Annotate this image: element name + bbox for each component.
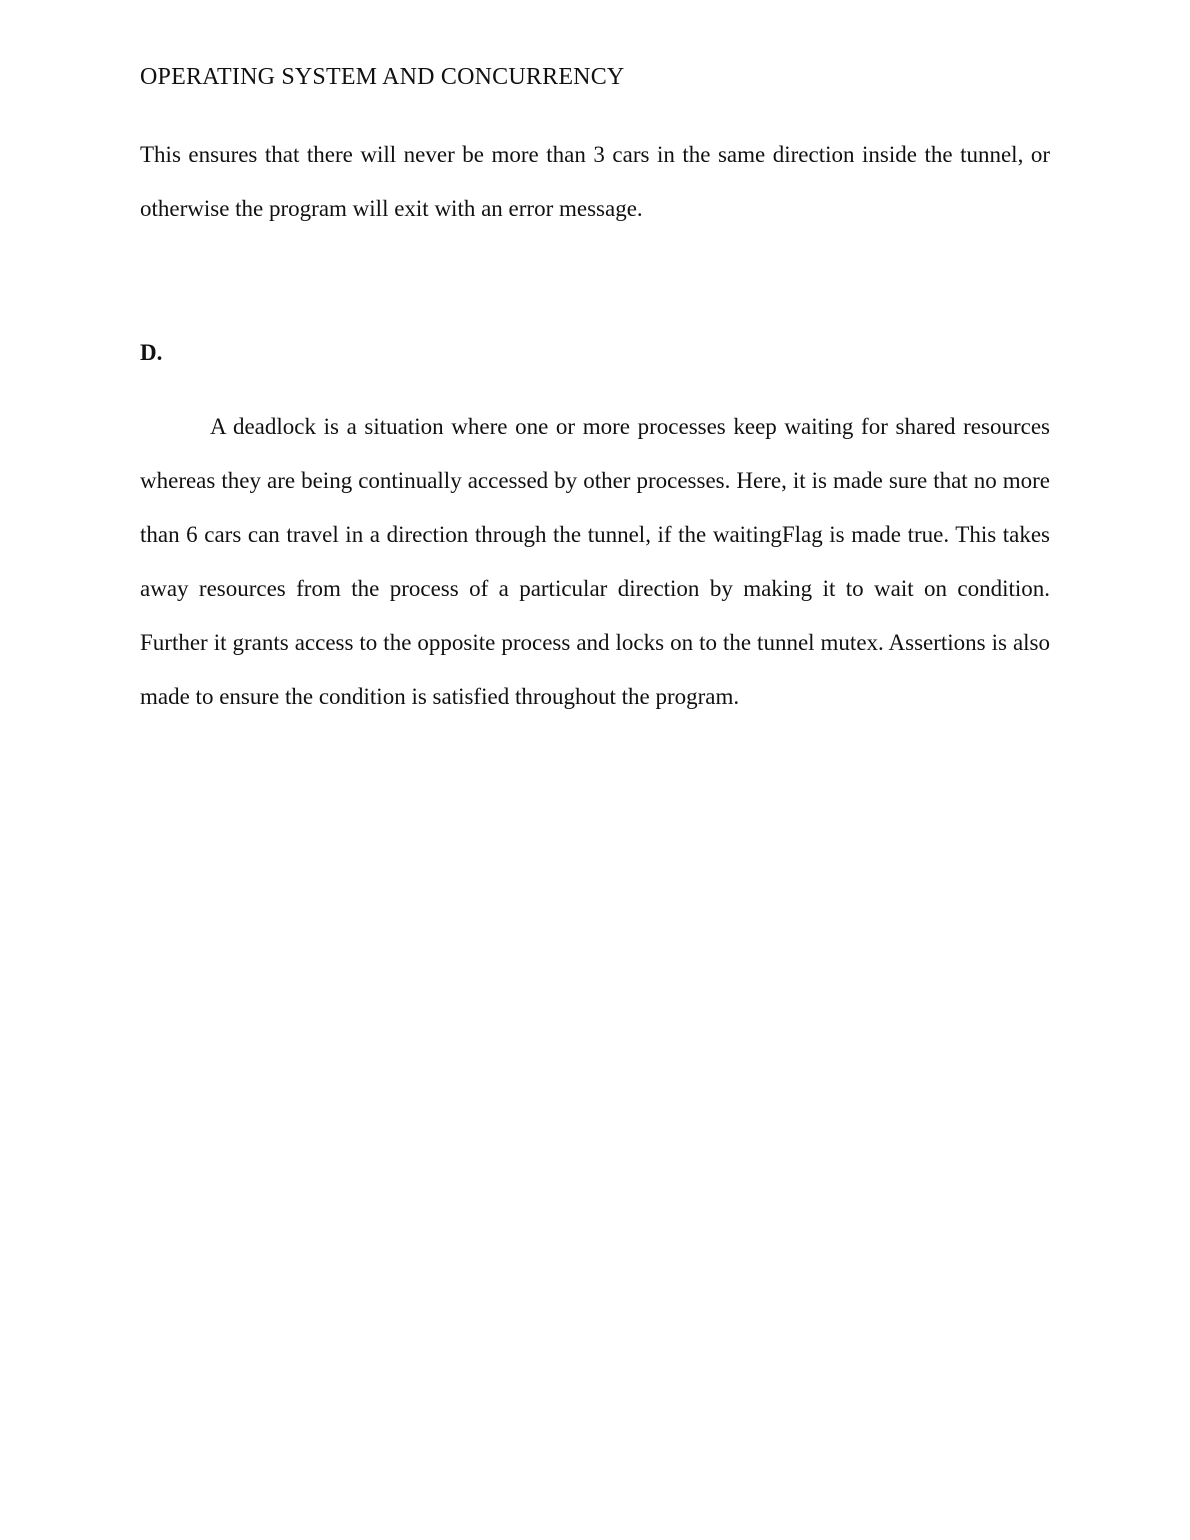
page-content: [0, 0, 1190, 724]
paragraph-deadlock-explanation: A deadlock is a situation where one or more processes keep waiting for shared resources whereas they are being continually accessed by other processes. Here, it is made sure that no more than 6 cars can travel in a direction through the tunnel, if the waitingFlag is made true. This takes away resources from the process of a particular direction by making it to wait on condition. Further it grants access to the opposite process and locks on to the tunnel mutex. Assertions is also made to ensure the condition is satisfied throughout the program.: [140, 414, 1050, 709]
paragraph-tunnel-limit: This ensures that there will never be more than 3 cars in the same direction inside the tunnel, or otherwise the program will exit with an error message.: [140, 142, 1050, 221]
section-label-d: D.: [140, 340, 163, 365]
page-header-title: OPERATING SYSTEM AND CONCURRENCY: [140, 64, 625, 90]
